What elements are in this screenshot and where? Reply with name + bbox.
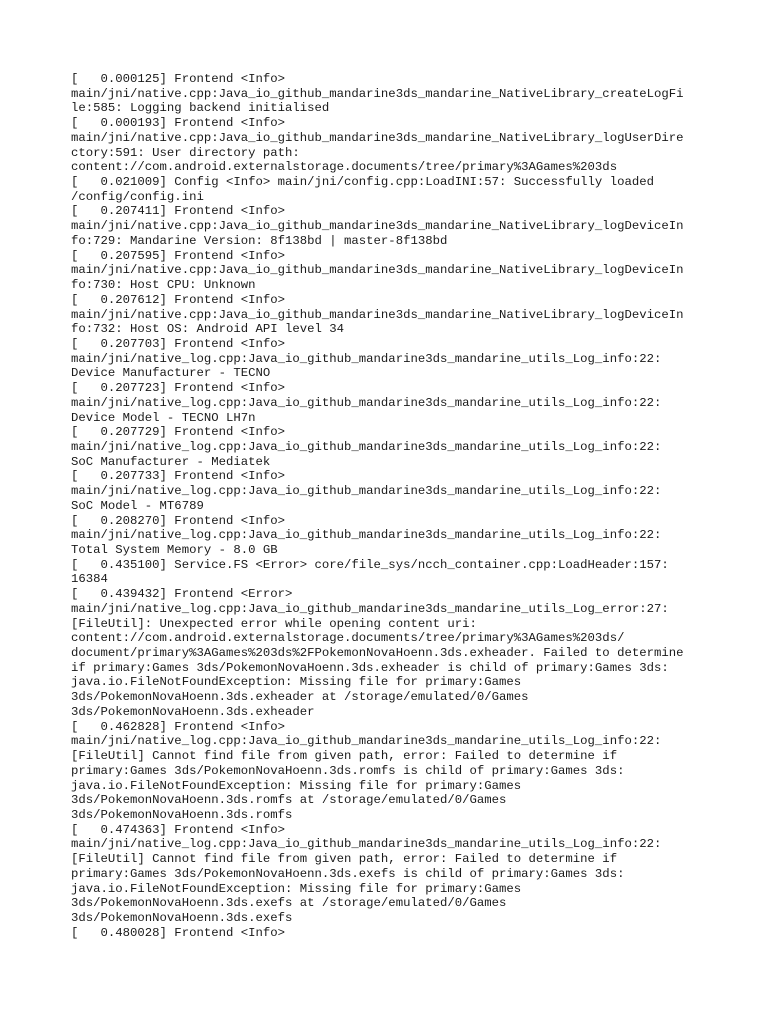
log-line: [FileUtil] Cannot find file from given path, error: Failed to determine if <box>71 852 618 867</box>
log-line: [ 0.435100] Service.FS <Error> core/file_sys/ncch_container.cpp:LoadHeader:157: <box>71 557 669 572</box>
log-line: Device Model - TECNO LH7n <box>71 410 256 425</box>
log-line: [ 0.000125] Frontend <Info> <box>71 72 286 86</box>
log-line: main/jni/native_log.cpp:Java_io_github_mandarine3ds_mandarine_utils_Log_info:22: <box>71 484 662 499</box>
log-line: [ 0.207733] Frontend <Info> <box>71 469 286 484</box>
log-line: java.io.FileNotFoundException: Missing file for primary:Games <box>71 778 522 793</box>
log-line: [ 0.207595] Frontend <Info> <box>71 248 286 263</box>
log-line: [ 0.439432] Frontend <Error> <box>71 587 293 602</box>
log-line: fo:732: Host OS: Android API level 34 <box>71 322 345 337</box>
log-line: SoC Manufacturer - Mediatek <box>71 454 271 469</box>
log-line: [ 0.207723] Frontend <Info> <box>71 381 286 396</box>
log-line: Total System Memory - 8.0 GB <box>71 543 278 557</box>
log-line: content://com.android.externalstorage.documents/tree/primary%3AGames%203ds <box>71 160 618 175</box>
log-line: main/jni/native.cpp:Java_io_github_mandarine3ds_mandarine_NativeLibrary_logUserDire <box>71 130 684 145</box>
log-line: main/jni/native_log.cpp:Java_io_github_mandarine3ds_mandarine_utils_Log_info:22: <box>71 837 662 852</box>
log-line: main/jni/native_log.cpp:Java_io_github_mandarine3ds_mandarine_utils_Log_info:22: <box>71 351 662 366</box>
log-line: [ 0.208270] Frontend <Info> <box>71 513 286 528</box>
log-line: 3ds/PokemonNovaHoenn.3ds.exefs at /storage/emulated/0/Games <box>71 896 507 911</box>
log-line: [FileUtil]: Unexpected error while opening content uri: <box>71 616 477 631</box>
log-line: 3ds/PokemonNovaHoenn.3ds.exheader at /storage/emulated/0/Games <box>71 690 529 705</box>
log-line: main/jni/native.cpp:Java_io_github_mandarine3ds_mandarine_NativeLibrary_logDeviceIn <box>71 263 684 278</box>
log-line: main/jni/native_log.cpp:Java_io_github_mandarine3ds_mandarine_utils_Log_error:27: <box>71 601 669 616</box>
log-line: [ 0.207612] Frontend <Info> <box>71 292 286 307</box>
log-line: [ 0.474363] Frontend <Info> <box>71 822 286 837</box>
log-line: if primary:Games 3ds/PokemonNovaHoenn.3ds.exheader is child of primary:Games 3ds: <box>71 660 669 675</box>
log-line: [ 0.207411] Frontend <Info> <box>71 204 286 219</box>
log-line: main/jni/native_log.cpp:Java_io_github_mandarine3ds_mandarine_utils_Log_info:22: <box>71 439 662 454</box>
log-text <box>71 72 708 940</box>
log-line: java.io.FileNotFoundException: Missing file for primary:Games <box>71 675 522 690</box>
log-line: main/jni/native.cpp:Java_io_github_mandarine3ds_mandarine_NativeLibrary_createLogFi <box>71 86 684 101</box>
log-line: SoC Model - MT6789 <box>71 498 204 513</box>
log-line: 16384 <box>71 572 108 587</box>
log-line: [ 0.000193] Frontend <Info> <box>71 116 286 131</box>
log-line: fo:730: Host CPU: Unknown <box>71 278 256 293</box>
log-line: ctory:591: User directory path: <box>71 145 300 160</box>
log-line: [ 0.021009] Config <Info> main/jni/config.cpp:LoadINI:57: Successfully loaded <box>71 175 654 190</box>
log-line: 3ds/PokemonNovaHoenn.3ds.romfs at /storage/emulated/0/Games <box>71 793 507 808</box>
log-line: main/jni/native_log.cpp:Java_io_github_mandarine3ds_mandarine_utils_Log_info:22: <box>71 395 662 410</box>
log-line: [FileUtil] Cannot find file from given path, error: Failed to determine if <box>71 749 618 764</box>
log-line: main/jni/native_log.cpp:Java_io_github_mandarine3ds_mandarine_utils_Log_info:22: <box>71 734 662 749</box>
log-line: document/primary%3AGames%203ds%2FPokemonNovaHoenn.3ds.exheader. Failed to determine <box>71 646 684 661</box>
log-line: primary:Games 3ds/PokemonNovaHoenn.3ds.exefs is child of primary:Games 3ds: <box>71 866 625 881</box>
log-line: main/jni/native.cpp:Java_io_github_mandarine3ds_mandarine_NativeLibrary_logDeviceIn <box>71 307 684 322</box>
log-line: Device Manufacturer - TECNO <box>71 366 271 381</box>
log-line: primary:Games 3ds/PokemonNovaHoenn.3ds.romfs is child of primary:Games 3ds: <box>71 763 625 778</box>
log-line: java.io.FileNotFoundException: Missing file for primary:Games <box>71 881 522 896</box>
log-line: 3ds/PokemonNovaHoenn.3ds.romfs <box>71 807 293 822</box>
log-line: content://com.android.externalstorage.documents/tree/primary%3AGames%203ds/ <box>71 631 625 646</box>
log-line: /config/config.ini <box>71 189 204 204</box>
log-line: [ 0.207703] Frontend <Info> <box>71 336 286 351</box>
log-line: fo:729: Mandarine Version: 8f138bd | master-8f138bd <box>71 233 448 248</box>
log-line: main/jni/native_log.cpp:Java_io_github_mandarine3ds_mandarine_utils_Log_info:22: <box>71 528 662 543</box>
log-line: main/jni/native.cpp:Java_io_github_mandarine3ds_mandarine_NativeLibrary_logDeviceIn <box>71 219 684 234</box>
log-line: [ 0.462828] Frontend <Info> <box>71 719 286 734</box>
log-line: le:585: Logging backend initialised <box>71 101 330 116</box>
log-line: [ 0.207729] Frontend <Info> <box>71 425 286 440</box>
log-line: [ 0.480028] Frontend <Info> <box>71 925 286 940</box>
log-line: 3ds/PokemonNovaHoenn.3ds.exefs <box>71 910 293 925</box>
log-line: 3ds/PokemonNovaHoenn.3ds.exheader <box>71 704 315 719</box>
